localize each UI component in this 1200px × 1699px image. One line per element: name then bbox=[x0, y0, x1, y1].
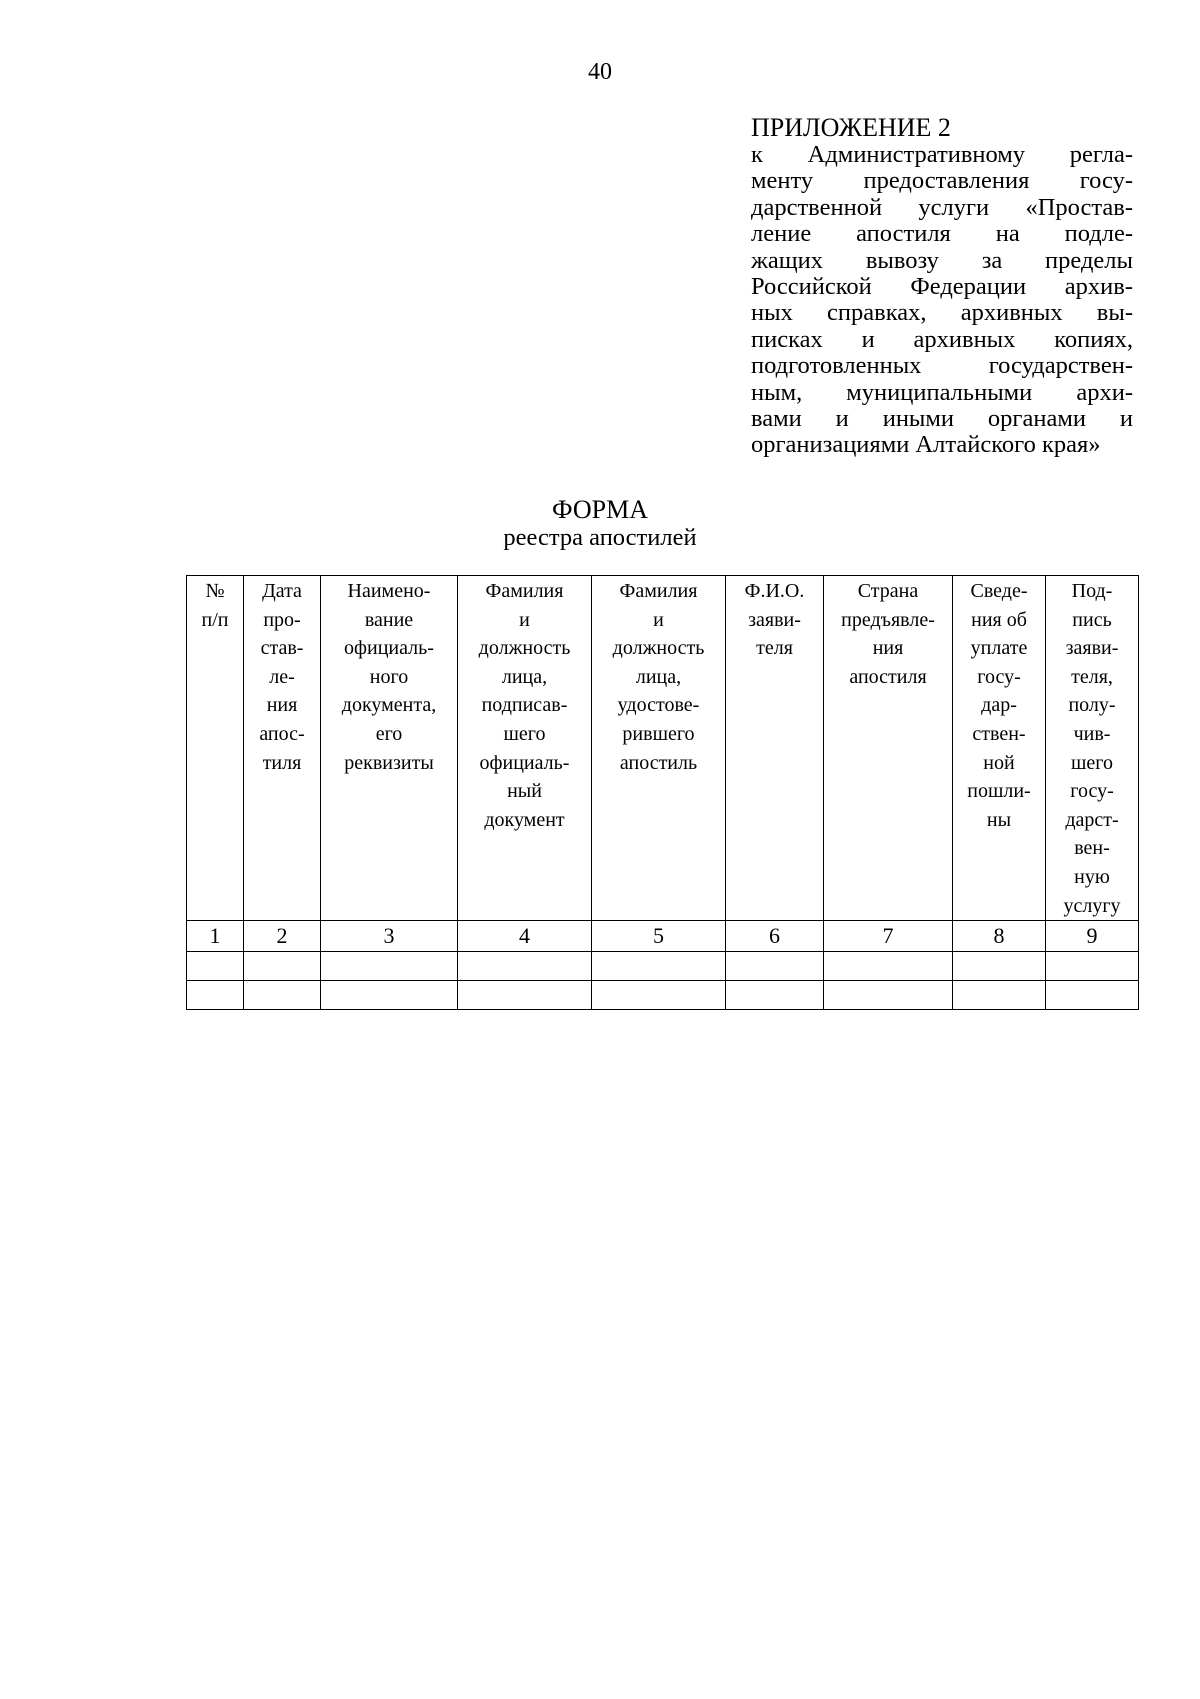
table-cell bbox=[824, 981, 953, 1010]
appendix-line: менту предоставления госу- bbox=[751, 168, 1133, 195]
table-cell bbox=[1046, 952, 1139, 981]
column-number: 9 bbox=[1046, 921, 1139, 952]
appendix-line: Российской Федерации архив- bbox=[751, 274, 1133, 301]
table-column-numbers-row bbox=[187, 921, 1139, 952]
table-header-row bbox=[187, 576, 1139, 921]
table-cell bbox=[592, 952, 726, 981]
table-row bbox=[187, 952, 1139, 981]
table-cell bbox=[458, 952, 592, 981]
appendix-line: к Административному регла- bbox=[751, 142, 1133, 168]
header-cell-applicant: Ф.И.О. заяви- теля bbox=[726, 576, 824, 921]
table-cell bbox=[953, 952, 1046, 981]
appendix-line: жащих вывозу за пределы bbox=[751, 247, 1133, 274]
appendix-block bbox=[751, 114, 1133, 459]
apostille-registry-table bbox=[186, 575, 1139, 1010]
header-cell-fee: Сведе- ния об уплате госу- дар- ствен- ной пошли- ны bbox=[953, 576, 1046, 921]
appendix-line: подготовленных государствен- bbox=[751, 353, 1133, 380]
appendix-title: ПРИЛОЖЕНИЕ 2 bbox=[751, 113, 951, 142]
table-cell bbox=[244, 981, 321, 1010]
header-cell-country: Страна предъявле- ния апостиля bbox=[824, 576, 953, 921]
form-heading bbox=[0, 496, 1200, 552]
column-number: 4 bbox=[458, 921, 592, 952]
appendix-line: ным, муниципальными архи- bbox=[751, 379, 1133, 406]
column-number: 2 bbox=[244, 921, 321, 952]
table-row bbox=[187, 981, 1139, 1010]
form-subtitle: реестра апостилей bbox=[503, 524, 697, 551]
appendix-line: ление апостиля на подле- bbox=[751, 221, 1133, 248]
column-number: 1 bbox=[187, 921, 244, 952]
table-cell bbox=[1046, 981, 1139, 1010]
column-number: 6 bbox=[726, 921, 824, 952]
table-cell bbox=[458, 981, 592, 1010]
column-number: 8 bbox=[953, 921, 1046, 952]
header-cell-number: № п/п bbox=[187, 576, 244, 921]
table-cell bbox=[953, 981, 1046, 1010]
appendix-line: дарственной услуги «Простав- bbox=[751, 194, 1133, 221]
form-title: ФОРМА bbox=[552, 495, 648, 524]
appendix-line: вами и иными органами и bbox=[751, 406, 1133, 433]
header-cell-document: Наимено- вание официаль- ного документа, его реквизиты bbox=[321, 576, 458, 921]
header-cell-certifier: Фамилия и должность лица, удостове- рившего апостиль bbox=[592, 576, 726, 921]
table-cell bbox=[244, 952, 321, 981]
page-number: 40 bbox=[588, 59, 612, 85]
table-cell bbox=[726, 952, 824, 981]
column-number: 7 bbox=[824, 921, 953, 952]
header-cell-date: Дата про- став- ле- ния апос- тиля bbox=[244, 576, 321, 921]
column-number: 5 bbox=[592, 921, 726, 952]
header-cell-signer: Фамилия и должность лица, подписав- шего официаль- ный документ bbox=[458, 576, 592, 921]
appendix-line: писках и архивных копиях, bbox=[751, 326, 1133, 353]
appendix-text bbox=[751, 142, 1133, 459]
table-cell bbox=[824, 952, 953, 981]
column-number: 3 bbox=[321, 921, 458, 952]
appendix-line: организациями Алтайского края» bbox=[751, 432, 1101, 459]
table-cell bbox=[187, 952, 244, 981]
appendix-line: ных справках, архивных вы- bbox=[751, 300, 1133, 327]
table-cell bbox=[187, 981, 244, 1010]
table-cell bbox=[321, 981, 458, 1010]
table-cell bbox=[726, 981, 824, 1010]
table-cell bbox=[321, 952, 458, 981]
table-cell bbox=[592, 981, 726, 1010]
header-cell-signature: Под- пись заяви- теля, полу- чив- шего госу- дарст- вен- ную услугу bbox=[1046, 576, 1139, 921]
